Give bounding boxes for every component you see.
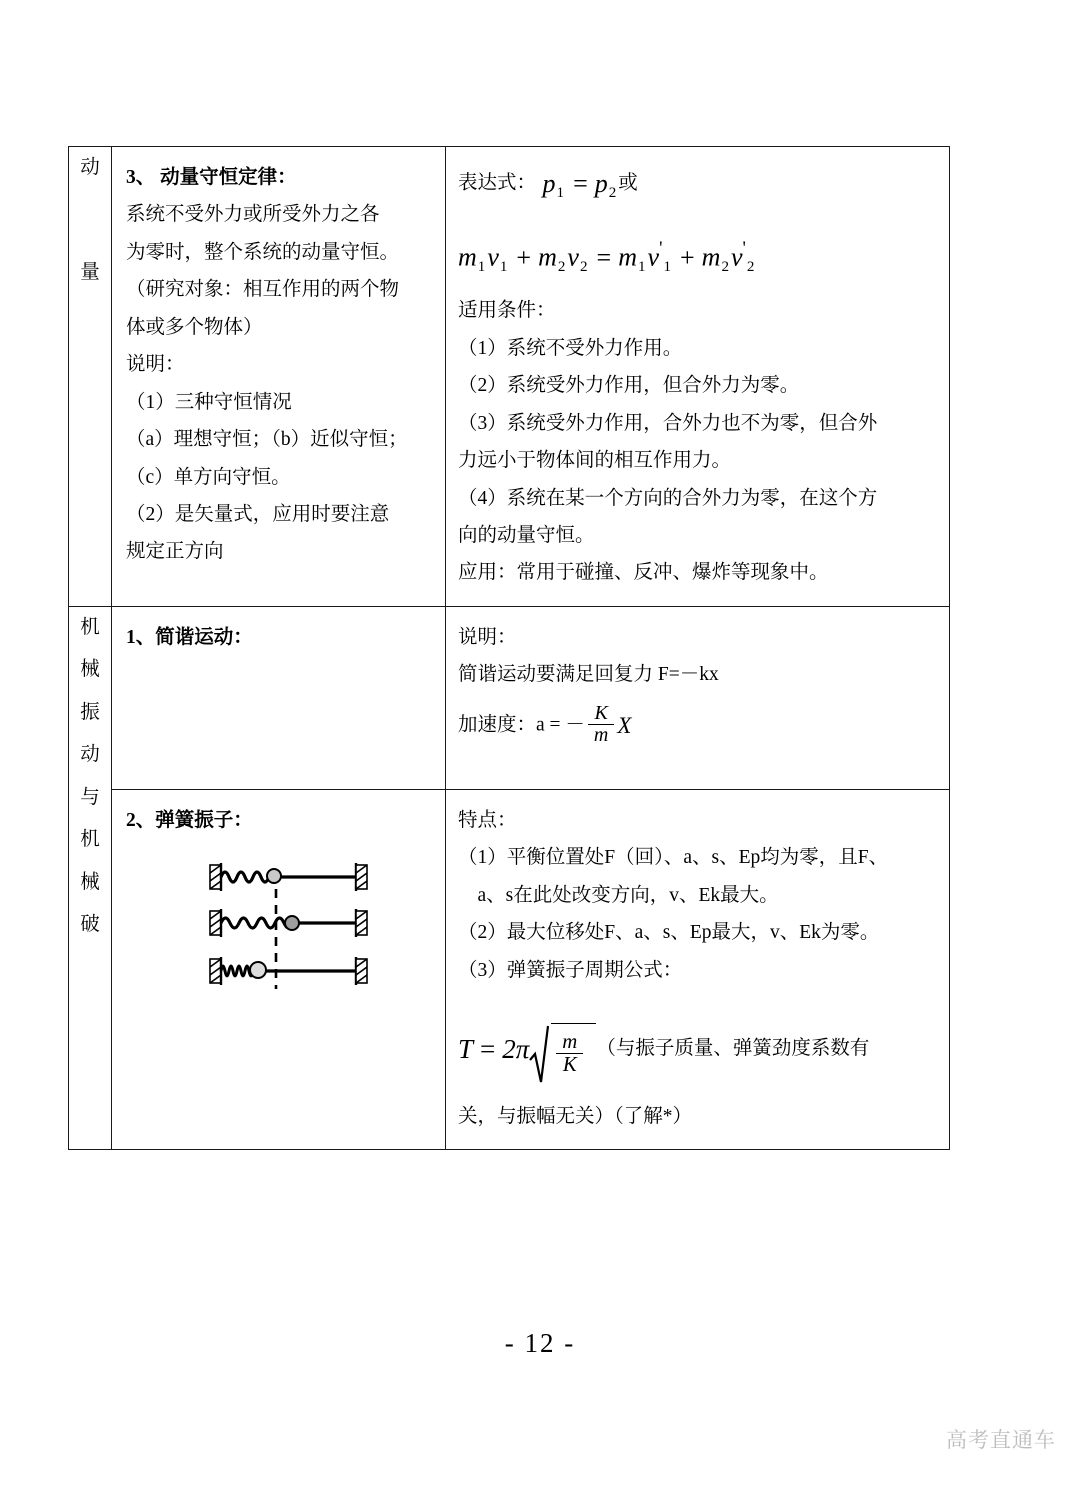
momentum-line: 体或多个物体） (126, 316, 263, 338)
period-symbol-T: T (458, 1033, 474, 1064)
momentum-line: 说明： (126, 354, 185, 376)
condition-line: （2）系统受外力作用，但合外力为零。 (458, 375, 800, 397)
spring-oscillator-cell (112, 789, 446, 1150)
section-label-char: 与 (80, 786, 100, 808)
section-label-char: 动 (80, 744, 100, 766)
restoring-force-line: 简谐运动要满足回复力 F=－kx (458, 664, 719, 686)
period-coefficient-2pi: 2π (502, 1033, 530, 1064)
acceleration-formula-row (458, 704, 939, 748)
momentum-line: （1）三种守恒情况 (126, 391, 292, 413)
section-label-char: 械 (80, 659, 100, 681)
momentum-line: 为零时，整个系统的动量守恒。 (126, 241, 400, 263)
momentum-law-heading: 3、 动量守恒定律： (126, 167, 297, 188)
applicable-conditions-label: 适用条件： (458, 300, 556, 322)
watermark: 高考直通车 (946, 1429, 1056, 1452)
fraction-m-over-K (553, 1031, 586, 1076)
spring-oscillator-svg (204, 859, 384, 1009)
table-row (69, 789, 950, 1150)
section-label-char: 械 (80, 871, 100, 893)
section-label-char: 机 (80, 616, 100, 638)
momentum-line: （研究对象：相互作用的两个物 (126, 279, 400, 301)
section-label-momentum (69, 147, 112, 607)
radicand (551, 1023, 596, 1076)
condition-line: 向的动量守恒。 (458, 525, 595, 547)
expression-or-text: 或 (618, 172, 638, 194)
formula-m1v1-m2v2: $m_1v_1 + m_2v_2 = m_1v'_1 + m_2v'_2$ (458, 237, 755, 275)
simple-harmonic-motion-heading: 1、简谐运动： (126, 626, 253, 648)
fraction-denominator: K (556, 1053, 583, 1076)
table-row (69, 147, 950, 607)
feature-line: （3）弹簧振子周期公式： (458, 959, 683, 981)
acceleration-variable: X (617, 712, 632, 738)
features-label: 特点： (458, 809, 517, 831)
expression-label-row (458, 159, 939, 209)
condition-line: （1）系统不受外力作用。 (458, 337, 683, 359)
section-label-char: 振 (80, 701, 100, 723)
physics-summary-table (68, 146, 950, 1150)
formula-p1-equals-p2: $p_1 = p_2$ (536, 169, 617, 202)
fraction-denominator: m (588, 724, 614, 746)
simple-harmonic-motion-title-cell (112, 606, 446, 789)
momentum-conservation-formula-cell (446, 147, 950, 607)
spring-oscillator-heading: 2、弹簧振子： (126, 809, 253, 831)
section-label-char: 动 (80, 157, 100, 178)
page-number: - 12 - (504, 1328, 576, 1358)
feature-line: （2）最大位移处F、a、s、Ep最大，v、Ek为零。 (458, 922, 880, 944)
application-line: 应用：常用于碰撞、反冲、爆炸等现象中。 (458, 562, 829, 584)
condition-line: 力远小于物体间的相互作用力。 (458, 450, 732, 472)
condition-line: （4）系统在某一个方向的合外力为零，在这个方 (458, 487, 878, 509)
oscillator-state-stretched (210, 909, 367, 937)
momentum-line: （2）是矢量式，应用时要注意 (126, 503, 390, 525)
oscillator-state-compressed (210, 957, 367, 985)
momentum-line: （c）单方向守恒。 (126, 466, 291, 488)
expression-label: 表达式： (458, 172, 537, 194)
note-label: 说明： (458, 626, 517, 648)
fraction-numerator: m (562, 1029, 578, 1053)
square-root-m-over-K (529, 1023, 596, 1076)
feature-line: a、s在此处改变方向，v、Ek最大。 (477, 884, 779, 906)
fraction-numerator: K (594, 702, 608, 725)
period-formula-row (458, 1023, 939, 1076)
simple-harmonic-motion-note-cell (446, 606, 950, 789)
momentum-line: 系统不受外力或所受外力之各 (126, 204, 380, 226)
spring-oscillator-diagram (204, 859, 435, 1022)
period-note-text: （与振子质量、弹簧劲度系数有 (596, 1038, 870, 1060)
section-label-char: 破 (80, 914, 100, 936)
acceleration-label: 加速度：a = － (458, 714, 585, 736)
spring-oscillator-features-cell (446, 789, 950, 1150)
section-label-mechanical-vibration (69, 606, 112, 1150)
momentum-line: 规定正方向 (126, 541, 224, 563)
radical-sign-icon (529, 1024, 549, 1084)
momentum-conservation-definition-cell (112, 147, 446, 607)
fraction-K-over-m (585, 703, 617, 746)
section-label-char: 量 (80, 261, 100, 283)
oscillator-state-equilibrium (210, 863, 367, 891)
table-row (69, 606, 950, 789)
section-label-char: 机 (80, 829, 100, 851)
period-note-continuation: 关，与振幅无关）（了解*） (458, 1106, 693, 1127)
period-equals-sign: = (480, 1033, 496, 1064)
condition-line: （3）系统受外力作用，合外力也不为零，但合外 (458, 412, 878, 434)
formula-momentum-conservation-row (458, 231, 939, 283)
momentum-line: （a）理想守恒；（b）近似守恒； (126, 429, 408, 451)
feature-line: （1）平衡位置处F（回）、a、s、Ep均为零，且F、 (458, 847, 889, 869)
